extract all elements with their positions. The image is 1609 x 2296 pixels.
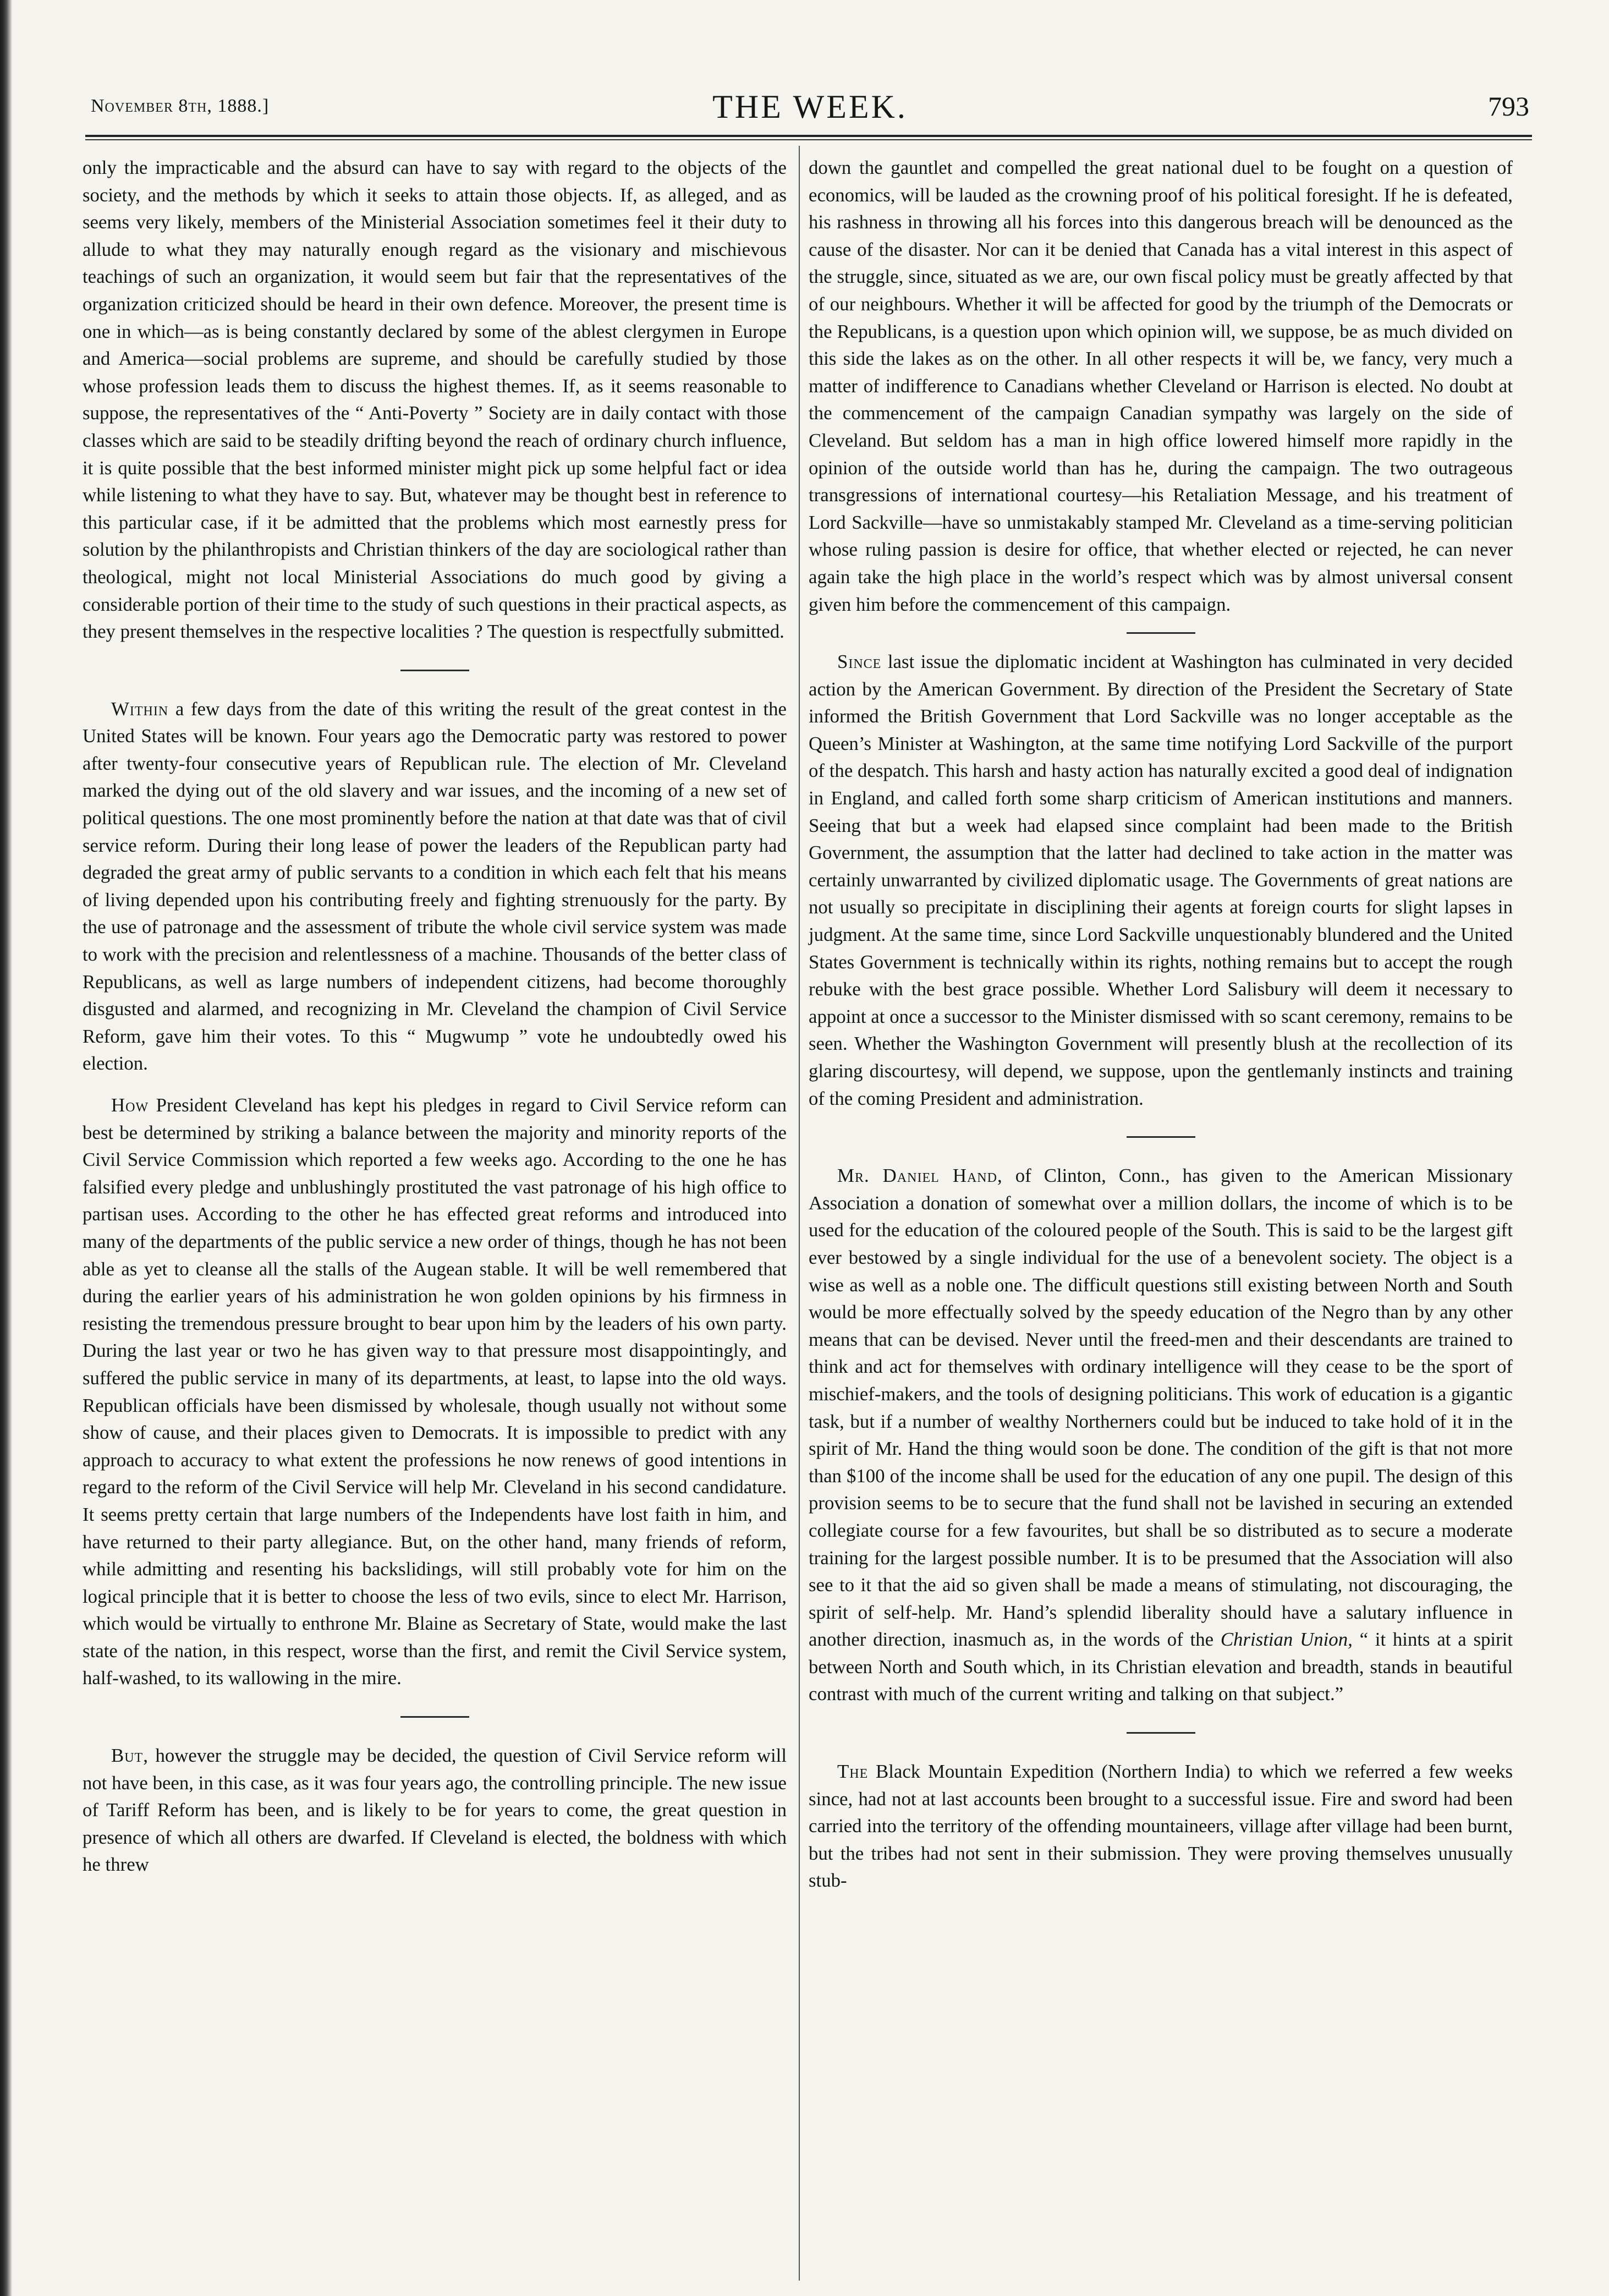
paragraph-lead-word: But, [111,1745,149,1767]
paragraph-body-end: “ it hints at a spirit between North and South which, in its Christian elevation and breadth, stands in beautiful contrast with much of the current writing and talking on that subject.” [809,1629,1513,1705]
section-separator [1127,1732,1195,1734]
page-number: 793 [1488,91,1529,122]
paragraph-body: President Cleveland has kept his pledges in regard to Civil Service reform can best be determined by striking a balance between the majority and minority reports of the Civil Service Commission which reported a few weeks ago. According to the one he has falsified every pledge and unblushingly prostituted the vast patronage of his high office to partisan uses. According to the other he has effected great reforms and introduced into many of the departments of the public service a new order of things, though he has not been able as yet to cleanse all the stalls of the Augean stable. It will be well remembered that during the earlier years of his administration he won golden opinions by his firmness in resisting the tremendous pressure brought to bear upon him by the leaders of his own party. During the last year or two he has given way to that pressure most disappointingly, and suffered the public service in many of its departments, at least, to lapse into the old ways. Republican officials have been dismissed by wholesale, though usually not without some show of cause, and their places given to Democrats. It is impossible to predict with any approach to accuracy to what extent the professions he now renews of good intentions in regard to the reform of the Civil Service will help Mr. Cleveland in his second candidature. It seems pretty certain that large numbers of the Independents have lost faith in him, and have returned to their party allegiance. But, on the other hand, many friends of reform, while admitting and resenting his backslidings, will still probably vote for him on the logical principle that it is better to choose the less of two evils, since to elect Mr. Harrison, which would be virtually to enthrone Mr. Blaine as Secretary of State, would make the last state of the nation, in this respect, worse than the first, and remit the Civil Service system, half-washed, to its wallowing in the mire. [83,1094,787,1689]
paragraph-body: a few days from the date of this writing the result of the great contest in the United States will be known. Four years ago the Democratic party was restored to power after twenty-four consecutive years of Republican rule. The election of Mr. Cleveland marked the dying out of the old slavery and war issues, and the incoming of a new set of political questions. The one most prominently before the nation at that date was that of civil service reform. During their long lease of power the leaders of the Republican party had degraded the great army of public servants to a condition in which each felt that his means of living depended upon his contributing freely and fighting strenuously for the party. By the use of patronage and the assessment of tribute the whole civil service system was made to work with the precision and relentlessness of a machine. Thousands of the better class of Republicans, as well as large numbers of independent citizens, had become thoroughly disgusted and alarmed, and recognizing in Mr. Cleveland the champion of Civil Service Reform, gave him their votes. To this “ Mugwump ” vote he undoubtedly owed his election. [83,698,787,1075]
left-paragraph-4 [83,1742,787,1878]
paragraph-body: Black Mountain Expedition (Northern India) to which we referred a few weeks since, had not at last accounts been brought to a successful issue. Fire and sword had been carried into the territory of the offending mountaineers, village after village had been burnt, but the tribes had not sent in their submission. They were proving themselves unusually stub- [809,1761,1513,1892]
section-separator [1127,632,1195,634]
paragraph-lead-word: Within [111,698,169,720]
left-paragraph-1: only the impracticable and the absurd can have to say with regard to the objects of the society, and the methods by which it seeks to attain those objects. If, as alleged, and as seems very likely, members of the Ministerial Association sometimes feel it their duty to allude to what they may naturally enough regard as the visionary and mischievous teachings of such an organization, it would seem but fair that the representatives of the organization criticized should be heard in their own defence. Moreover, the present time is one in which—as is being constantly declared by some of the ablest clergymen in Europe and America—social problems are supreme, and should be carefully studied by those whose profession leads them to discuss the highest themes. If, as it seems reasonable to suppose, the representatives of the “ Anti-Poverty ” Society are in daily contact with those classes which are said to be steadily drifting beyond the reach of ordinary church influence, it is quite possible that the best informed minister might pick up some helpful fact or idea while listening to what they have to say. But, whatever may be thought best in reference to this particular case, if it be admitted that the problems which most earnestly press for solution by the philanthropists and Christian thinkers of the day are sociological rather than theological, might not local Ministerial Associations do much good by giving a considerable portion of their time to the study of such questions in their practical aspects, as they present themselves in the respective localities ? The question is respectfully submitted. [83,157,787,643]
paragraph-lead-word: Since [837,651,882,673]
header-rule-thin [85,139,1532,140]
page-header [91,88,1529,138]
section-separator [1127,1136,1195,1138]
right-paragraph-4 [809,1758,1513,1894]
right-paragraph-2 [809,648,1513,1112]
issue-date: November 8th, 1888.] [91,96,270,116]
right-column [809,154,1513,1894]
right-paragraph-1: down the gauntlet and compelled the great national duel to be fought on a question of economics, will be lauded as the crowning proof of his political foresight. If he is defeated, his rashness in throwing all his forces into this dangerous breach will be denounced as the cause of the disaster. Nor can it be denied that Canada has a vital interest in this aspect of the struggle, since, situated as we are, our own fiscal policy must be greatly affected by that of our neighbours. Whether it will be affected for good by the triumph of the Democrats or the Republicans, is a question upon which opinion will, we suppose, be as much divided on this side the lakes as on the other. In all other respects it will be, we fancy, very much a matter of indifference to Canadians whether Cleveland or Harrison is elected. No doubt at the commencement of the campaign Canadian sympathy was largely on the side of Cleveland. But seldom has a man in high office lowered himself more rapidly in the opinion of the outside world than has he, during the campaign. The two outrageous transgressions of international courtesy—his Retaliation Message, and his treatment of Lord Sackville—have so unmistakably stamped Mr. Cleveland as a time-serving politician whose ruling passion is desire for office, that whether elected or rejected, he can never again take the high place in the world’s respect which was by almost universal consent given him before the commencement of this campaign. [809,157,1513,615]
publication-title: THE WEEK. [712,89,908,125]
paragraph-body: of Clinton, Conn., has given to the American Missionary Association a donation of somewhat over a million dollars, the income of which is to be used for the education of the coloured people of the South. This is said to be the largest gift ever bestowed by a single individual for the use of a benevolent society. The object is a wise as well as a noble one. The difficult questions still existing between North and South would be more effectually solved by the speedy education of the Negro than by any other means that can be devised. Never until the freed-men and their descendants are trained to think and act for themselves with ordinary intelligence will they cease to be the sport of mischief-makers, and the tools of designing politicians. This work of education is a gigantic task, but if a number of wealthy Northerners could but be induced to take hold of it in the spirit of Mr. Hand the thing would soon be done. The condition of the gift is that not more than $100 of the income shall be used for the education of any one pupil. The design of this provision seems to be to secure that the fund shall not be lavished in securing an extended collegiate course for a few favourites, but shall be so distributed as to secure a moderate training for the largest possible number. It is to be presumed that the Association will also see to it that the aid so given shall be made a means of stimulating, not discouraging, the spirit of self-help. Mr. Hand’s splendid liberality should have a salutary influence in another direction, inasmuch as, in the words of the [809,1165,1513,1651]
section-separator [400,670,469,671]
header-rule-thick [85,135,1532,137]
paragraph-body: however the struggle may be decided, the question of Civil Service reform will not have been, in this case, as it was four years ago, the controlling principle. The new issue of Tariff Reform has been, and is likely to be for years to come, the great question in presence of which all others are dwarfed. If Cleveland is elected, the boldness with which he threw [83,1745,787,1876]
paragraph-lead-word: Mr. Daniel Hand, [837,1165,1003,1187]
page-binding-edge [0,0,12,2296]
left-paragraph-2 [83,695,787,1077]
left-paragraph-3 [83,1092,787,1692]
right-paragraph-3 [809,1162,1513,1708]
left-column [83,154,787,1878]
paragraph-lead-word: How [111,1094,149,1116]
paragraph-body: last issue the diplomatic incident at Washington has culminated in very decided action by the American Government. By direction of the President the Secretary of State informed the British Government that Lord Sackville was no longer acceptable as the Queen’s Minister at Washington, at the same time notifying Lord Sackville of the purport of the despatch. This harsh and hasty action has naturally excited a good deal of indignation in England, and called forth some sharp criticism of American institutions and manners. Seeing that but a week had elapsed since complaint had been made to the British Government, the assumption that the latter had declined to take action in the matter was certainly unwarranted by civilized diplomatic usage. The Governments of great nations are not usually so precipitate in disciplining their agents at foreign courts for slight lapses in judgment. At the same time, since Lord Sackville unquestionably blundered and the United States Government is technically within its rights, nothing remains but to accept the rough rebuke with the best grace possible. Whether Lord Salisbury will deem it necessary to appoint at once a successor to the Minister dismissed with so scant ceremony, remains to be seen. Whether the Washington Government will presently blush at the recollection of its glaring discourtesy, will depend, we suppose, upon the gentlemanly instincts and training of the coming President and administration. [809,651,1513,1109]
publication-name: Christian Union, [1220,1629,1353,1651]
section-separator [400,1716,469,1718]
column-divider [799,146,800,2281]
paragraph-lead-word: The [837,1761,869,1783]
